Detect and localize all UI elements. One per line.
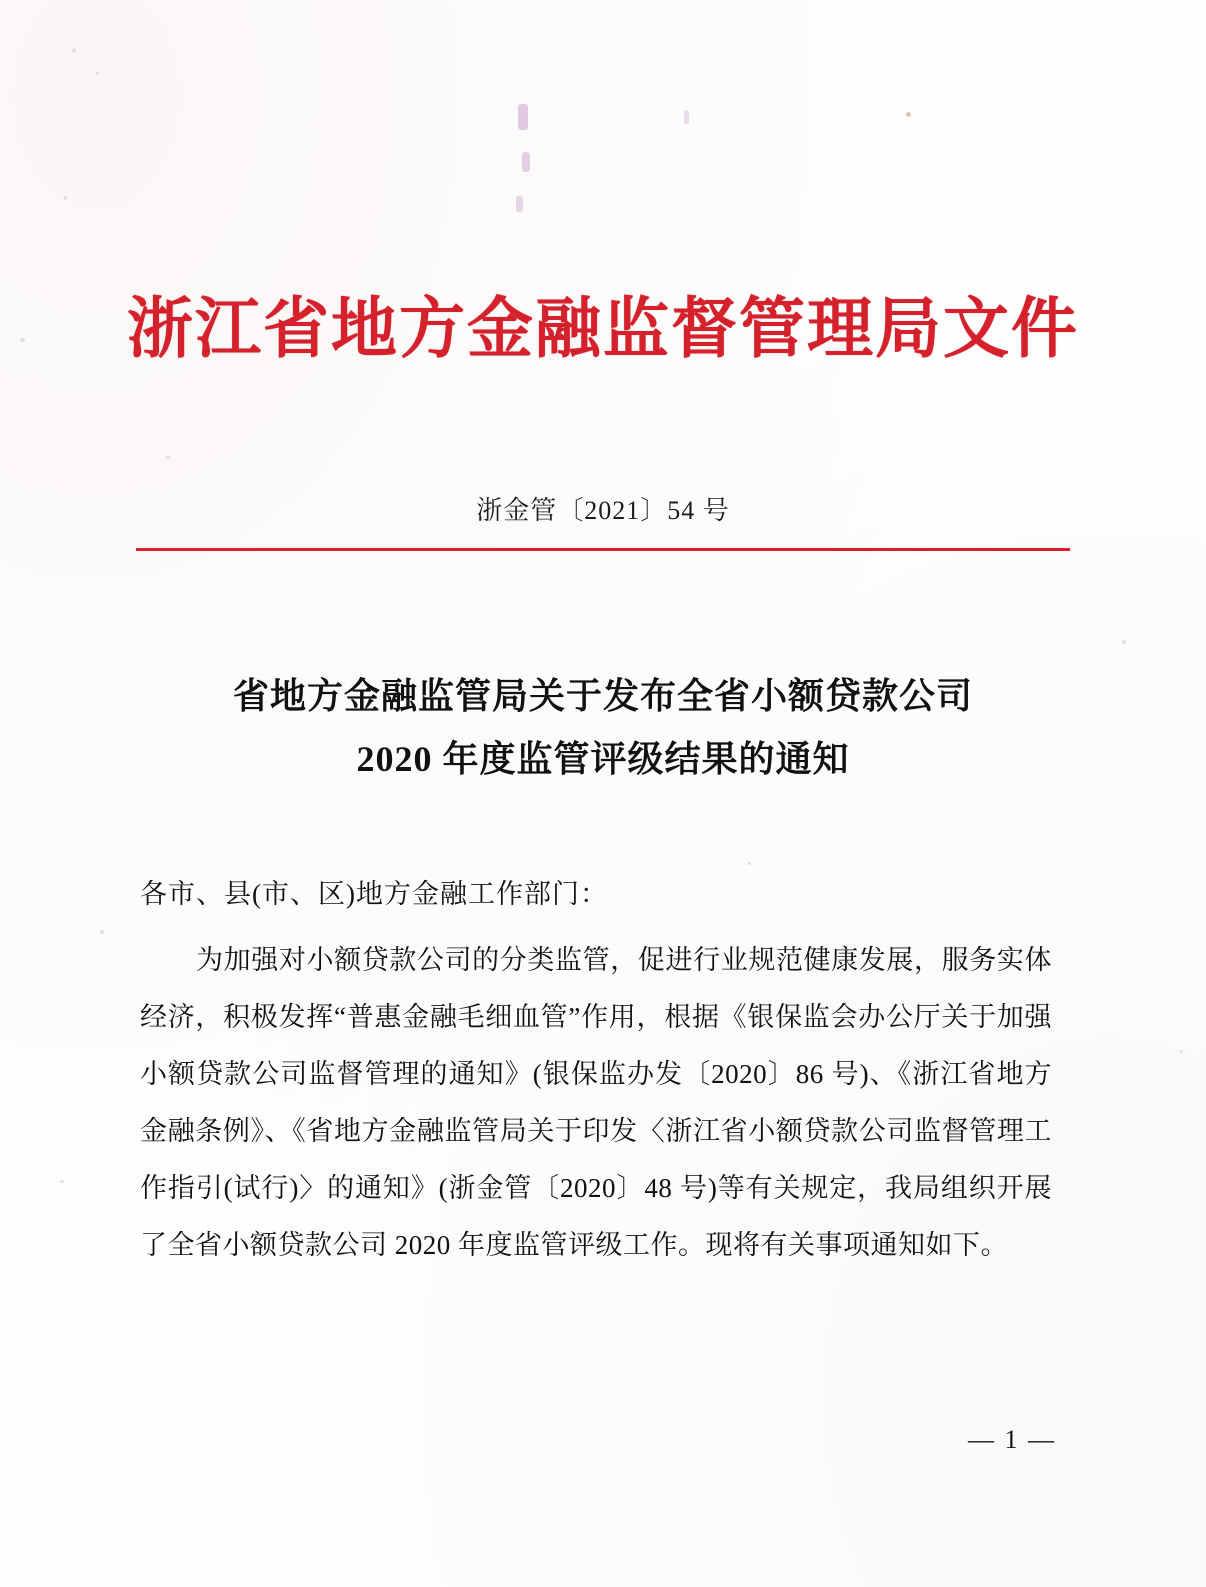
document-number: 浙金管〔2021〕54 号 <box>476 496 730 525</box>
red-divider-rule <box>136 548 1070 551</box>
page-title-line-1: 省地方金融监管局关于发布全省小额贷款公司 <box>232 676 973 716</box>
salutation: 各市、县(市、区)地方金融工作部门： <box>140 879 608 909</box>
body-paragraph: 为加强对小额贷款公司的分类监管，促进行业规范健康发展，服务实体经济，积极发挥“普惠金融毛细血管”作用，根据《银保监会办公厅关于加强小额贷款公司监督管理的通知》(银保监办发〔2020〕86 号)、《浙江省地方金融条例》、《省地方金融监管局关于印发〈浙江省小额贷款公司监督管理工作指引(试行)〉的通知》(浙金管〔2020〕48 号)等有关规定，我局组织开展了全省小额贷款公司 2020 年度监管评级工作。现将有关事项通知如下。 <box>140 945 1052 1260</box>
page-number: — 1 — <box>968 1425 1056 1454</box>
page-title <box>120 665 1086 791</box>
issuing-authority-header: 浙江省地方金融监督管理局文件 <box>127 293 1079 366</box>
page-title-line-2: 2020 年度监管评级结果的通知 <box>356 739 850 779</box>
